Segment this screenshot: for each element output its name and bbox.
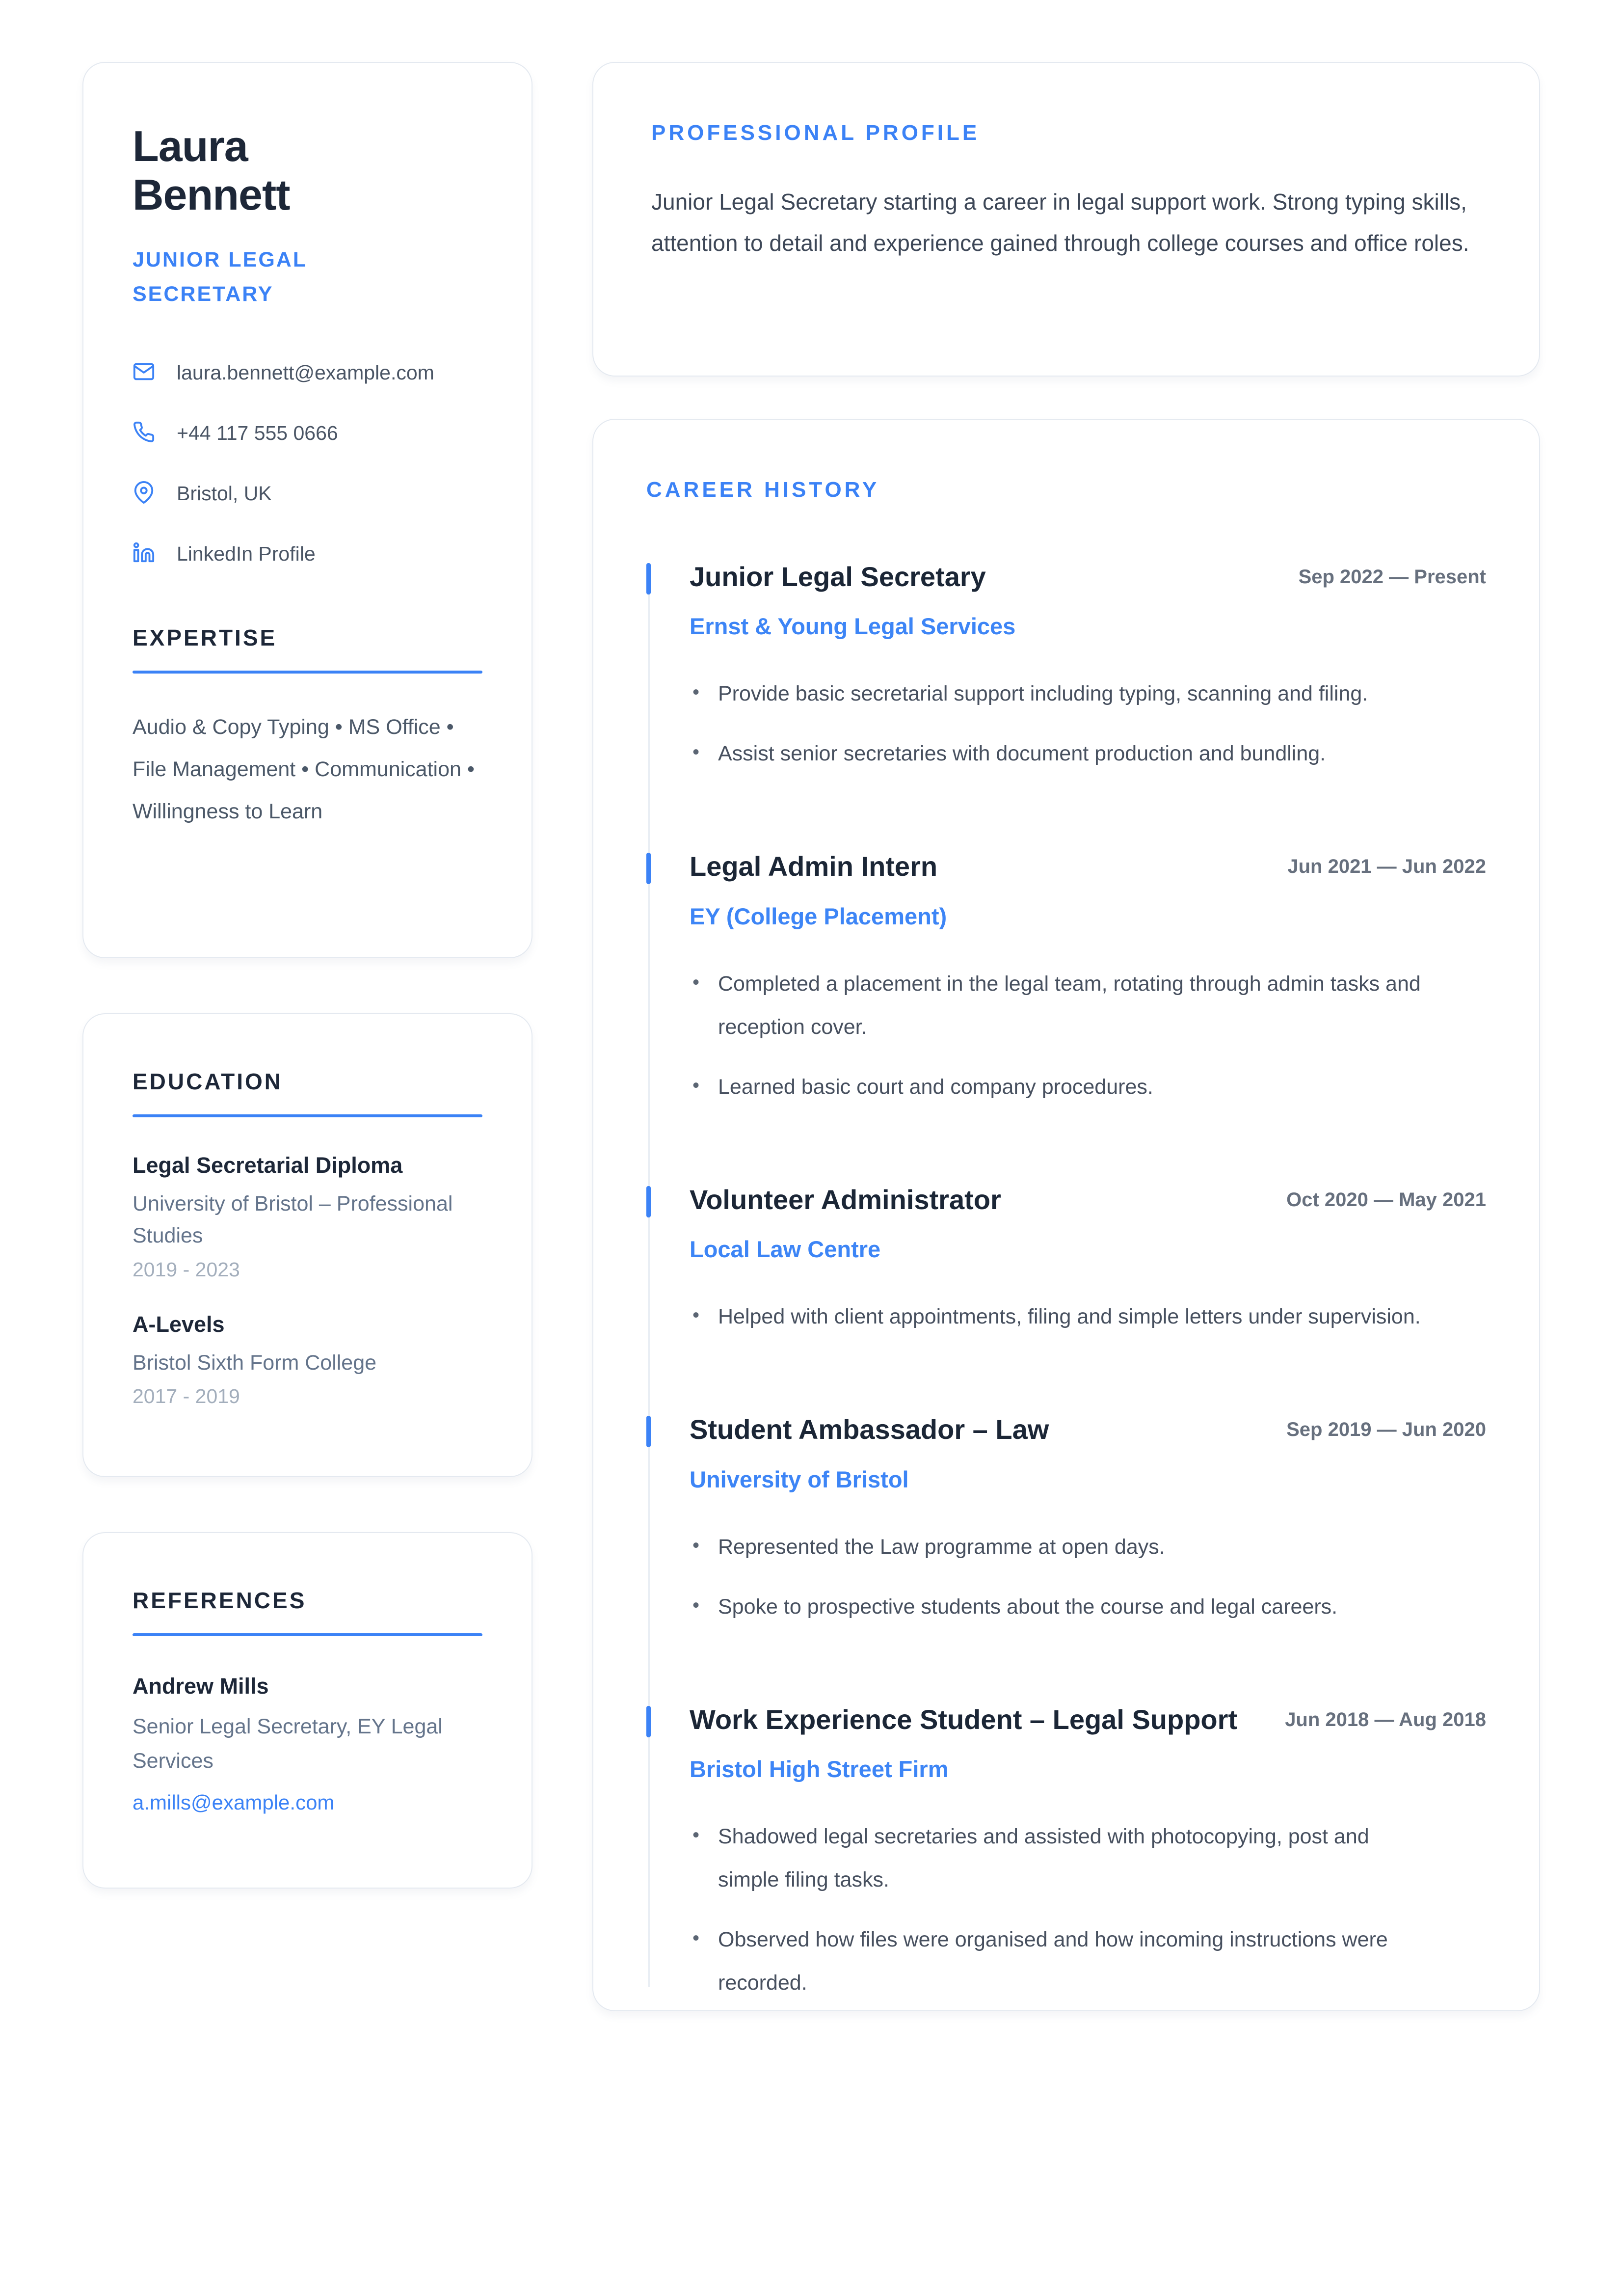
person-last-name: Bennett [133, 170, 290, 219]
entry-bullet: • Learned basic court and company procedures. [690, 1065, 1426, 1108]
profile-heading: PROFESSIONAL PROFILE [651, 121, 980, 145]
entry-bullet-list [690, 1295, 1486, 1338]
reference-name: Andrew Mills [133, 1674, 269, 1699]
entry-bullet: • Spoke to prospective students about the course and legal careers. [690, 1585, 1426, 1628]
sidebar-column [82, 62, 532, 2011]
timeline-marker [646, 1186, 651, 1217]
entry-bullet: • Provide basic secretarial support including typing, scanning and filing. [690, 672, 1426, 715]
career-entry [646, 560, 1486, 775]
references-card [82, 1532, 532, 1889]
entry-header [690, 560, 1486, 593]
timeline-marker [646, 853, 651, 884]
entry-bullet: • Assist senior secretaries with document production and bundling. [690, 732, 1426, 775]
contact-linkedin[interactable]: LinkedIn Profile [177, 542, 316, 566]
entry-company: Bristol High Street Firm [690, 1756, 949, 1783]
career-entry [646, 1183, 1486, 1338]
entry-bullet: • Observed how files were organised and how incoming instructions were recorded. [690, 1918, 1426, 2004]
education-school: Bristol Sixth Form College [133, 1351, 377, 1375]
entry-bullet-list [690, 672, 1486, 775]
entry-dates: Sep 2019 — Jun 2020 [1286, 1419, 1486, 1441]
contact-email[interactable]: laura.bennett@example.com [177, 361, 434, 384]
phone-icon [133, 421, 155, 446]
expertise-list: Audio & Copy Typing • MS Office • File Management • Communication • Willingness to Learn [133, 715, 475, 824]
contact-phone[interactable]: +44 117 555 0666 [177, 422, 338, 445]
reference-item [133, 1674, 482, 1814]
timeline-marker [646, 563, 651, 594]
education-years: 2019 - 2023 [133, 1258, 240, 1281]
career-entry [646, 1703, 1486, 2005]
person-job-title: JUNIOR LEGAL SECRETARY [133, 247, 307, 306]
entry-bullet: • Shadowed legal secretaries and assisted with photocopying, post and simple filing tasks. [690, 1815, 1426, 1901]
entry-title: Legal Admin Intern [690, 851, 938, 882]
entry-bullet: • Represented the Law programme at open days. [690, 1525, 1426, 1568]
contact-email-row [133, 360, 482, 385]
entry-dates: Jun 2021 — Jun 2022 [1287, 856, 1486, 878]
person-first-name: Laura [133, 122, 248, 170]
entry-header [690, 1183, 1486, 1216]
main-column [592, 62, 1540, 2011]
references-heading: REFERENCES [133, 1588, 307, 1613]
entry-title: Work Experience Student – Legal Support [690, 1703, 1238, 1735]
entry-bullet: • Helped with client appointments, filing and simple letters under supervision. [690, 1295, 1426, 1338]
education-heading: EDUCATION [133, 1069, 283, 1094]
education-item [133, 1312, 482, 1408]
professional-profile-card [592, 62, 1540, 377]
entry-bullet: • Completed a placement in the legal team, rotating through admin tasks and reception cover. [690, 962, 1426, 1049]
contact-phone-row [133, 421, 482, 446]
resume-page [82, 62, 1540, 2011]
entry-company: Ernst & Young Legal Services [690, 613, 1016, 640]
entry-dates: Sep 2022 — Present [1298, 566, 1486, 588]
entry-bullet-list [690, 1815, 1486, 2005]
entry-bullet-list [690, 1525, 1486, 1628]
education-years: 2017 - 2019 [133, 1385, 240, 1408]
entry-title: Volunteer Administrator [690, 1184, 1001, 1216]
expertise-section [133, 624, 482, 833]
contact-linkedin-row [133, 541, 482, 567]
career-history-card [592, 419, 1540, 2011]
entry-company: EY (College Placement) [690, 903, 947, 929]
entry-dates: Jun 2018 — Aug 2018 [1285, 1708, 1486, 1730]
contact-list [133, 360, 482, 567]
linkedin-icon [133, 541, 155, 567]
timeline-marker [646, 1416, 651, 1447]
career-heading: CAREER HISTORY [646, 478, 880, 502]
education-item [133, 1153, 482, 1281]
contact-location-row [133, 481, 482, 506]
expertise-heading: EXPERTISE [133, 625, 277, 651]
entry-company: Local Law Centre [690, 1236, 881, 1263]
contact-location: Bristol, UK [177, 482, 272, 505]
map-pin-icon [133, 481, 155, 506]
person-name [133, 122, 388, 219]
career-entry [646, 850, 1486, 1108]
section-divider [133, 671, 482, 674]
section-divider [133, 1114, 482, 1117]
identity-card [82, 62, 532, 958]
entry-title: Student Ambassador – Law [690, 1414, 1049, 1445]
mail-icon [133, 360, 155, 385]
reference-email-link[interactable]: a.mills@example.com [133, 1791, 335, 1814]
entry-header [690, 1413, 1486, 1446]
profile-summary: Junior Legal Secretary starting a career in legal support work. Strong typing skills, attention to detail and experience gained through college courses and office roles. [651, 189, 1469, 256]
education-degree: Legal Secretarial Diploma [133, 1153, 403, 1178]
entry-header [690, 850, 1486, 883]
entry-company: University of Bristol [690, 1466, 909, 1492]
career-entry [646, 1413, 1486, 1628]
entry-dates: Oct 2020 — May 2021 [1286, 1189, 1486, 1211]
career-entries [646, 560, 1486, 2005]
entry-header [690, 1703, 1486, 1736]
education-school: University of Bristol – Professional Studies [133, 1192, 453, 1248]
entry-bullet-list [690, 962, 1486, 1108]
education-card [82, 1013, 532, 1477]
education-degree: A-Levels [133, 1311, 225, 1337]
entry-title: Junior Legal Secretary [690, 561, 986, 592]
reference-role: Senior Legal Secretary, EY Legal Services [133, 1715, 443, 1773]
section-divider [133, 1633, 482, 1636]
timeline-marker [646, 1706, 651, 1737]
